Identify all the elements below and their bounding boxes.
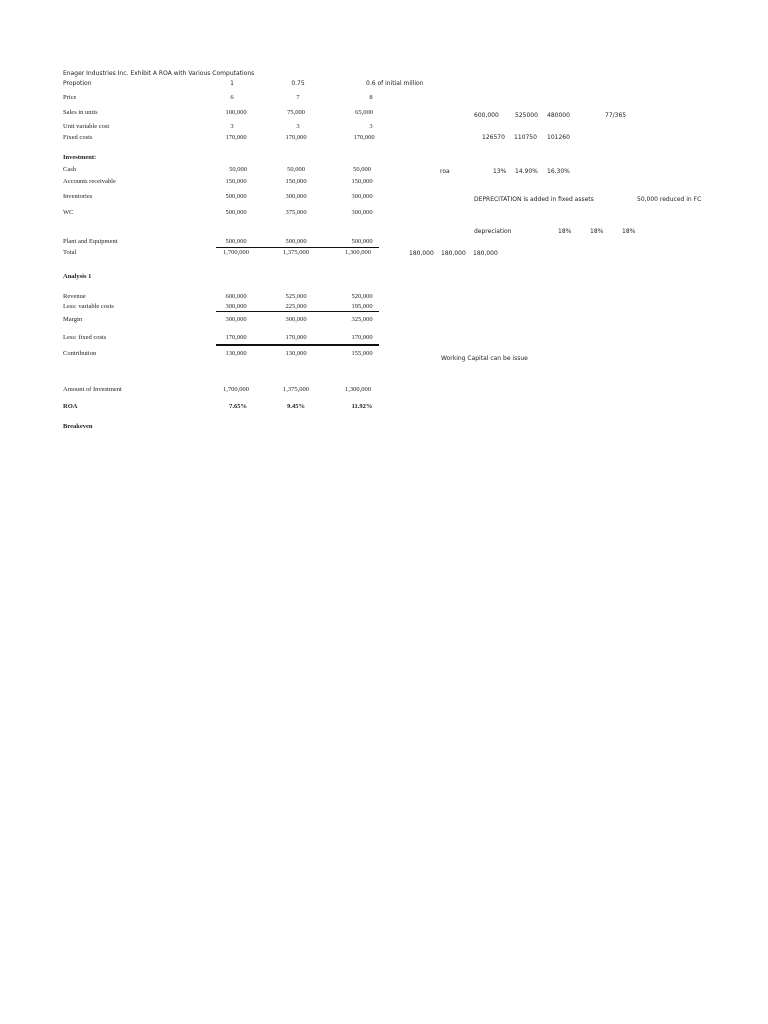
inventories-col2: 300,000 [285, 193, 307, 200]
roa-col2: 9.45% [287, 403, 305, 410]
cash-col2: 50,000 [287, 166, 305, 173]
proportion-label: Propotion [63, 80, 92, 87]
margin-col1: 300,000 [225, 316, 247, 323]
investment-amt-label: Amount of Investment [63, 386, 122, 393]
fixed-col2: 170,000 [285, 134, 307, 141]
revenue-col2: 525,000 [285, 293, 307, 300]
sales-col2: 75,000 [287, 109, 305, 116]
roa-label: ROA [63, 403, 78, 410]
contribution-col2: 130,000 [285, 350, 307, 357]
less-var-col2: 225,000 [285, 303, 307, 310]
price-col3: 8 [369, 94, 373, 101]
side-dep-amt-3: 180,000 [473, 250, 498, 257]
investment-heading: Investment: [63, 154, 97, 161]
inventories-label: Inventories [63, 193, 93, 200]
roa-col1: 7.65% [229, 403, 247, 410]
total-col1: 1,700,000 [223, 249, 249, 256]
ar-col1: 150,000 [225, 178, 247, 185]
side-dep-amt-1: 180,000 [409, 250, 434, 257]
side-calc-2: 110750 [514, 134, 537, 141]
plant-col3: 500,000 [351, 238, 373, 245]
side-rev-2: 525000 [515, 112, 538, 119]
unit-var-label: Unit variable cost [63, 123, 110, 130]
fixed-col3: 170,000 [353, 134, 375, 141]
side-dep-amt-2: 180,000 [441, 250, 466, 257]
side-rev-3: 480000 [547, 112, 570, 119]
proportion-col3: 0.6 of initial million [366, 80, 424, 87]
side-roa-3: 16.30% [547, 168, 570, 175]
contribution-rule [216, 344, 379, 346]
side-roa-label: roa [440, 168, 450, 175]
breakeven-label: Breakeven [63, 423, 93, 430]
side-days: 77/365 [605, 112, 627, 119]
wc-col1: 500,000 [225, 209, 247, 216]
side-roa-2: 14.90% [515, 168, 538, 175]
less-fixed-col2: 170,000 [285, 334, 307, 341]
roa-col3: 11.92% [351, 403, 373, 410]
inventories-col3: 300,000 [351, 193, 373, 200]
fixed-col1: 170,000 [225, 134, 247, 141]
less-var-label: Less: variable costs [63, 303, 114, 310]
revenue-col1: 600,000 [225, 293, 247, 300]
side-rev-1: 600,000 [474, 112, 499, 119]
total-col2: 1,375,000 [283, 249, 309, 256]
sheet-title: Enager Industries Inc. Exhibit A ROA with Various Computations [63, 70, 255, 77]
plant-col2: 500,000 [285, 238, 307, 245]
less-fixed-col3: 170,000 [351, 334, 373, 341]
cash-col1: 50,000 [229, 166, 247, 173]
investment-amt-col3: 1,300,000 [345, 386, 371, 393]
proportion-col1: 1 [230, 80, 234, 87]
fixed-label: Fixed costs [63, 134, 93, 141]
side-dep-3: 18% [622, 228, 636, 235]
total-col3: 1,300,000 [345, 249, 371, 256]
ar-label: Accounts receivable [63, 178, 116, 185]
unit-var-col3: 3 [369, 123, 373, 130]
proportion-col2: 0.75 [291, 80, 305, 87]
cash-label: Cash [63, 166, 76, 173]
unit-var-col2: 3 [296, 123, 300, 130]
wc-label: WC [63, 209, 74, 216]
contribution-label: Contribution [63, 350, 97, 357]
ar-col3: 150,000 [351, 178, 373, 185]
side-dep-2: 18% [590, 228, 604, 235]
price-col1: 6 [230, 94, 234, 101]
total-rule [216, 247, 379, 248]
unit-var-col1: 3 [230, 123, 234, 130]
wc-note: Working Capital can be issue [441, 355, 528, 362]
margin-label: Margin [63, 316, 83, 323]
sales-label: Sales in units [63, 109, 98, 116]
sales-col3: 65,000 [355, 109, 373, 116]
less-var-col1: 300,000 [225, 303, 247, 310]
inventories-col1: 500,000 [225, 193, 247, 200]
margin-rule [216, 311, 379, 312]
plant-label: Plant and Equipment [63, 238, 118, 245]
revenue-col3: 520,000 [351, 293, 373, 300]
less-var-col3: 195,000 [351, 303, 373, 310]
total-label: Total [63, 249, 77, 256]
side-dep-1: 18% [558, 228, 572, 235]
side-roa-1: 13% [493, 168, 507, 175]
price-label: Price [63, 94, 77, 101]
depreciation-note: DEPRECITATION is added in fixed assets [474, 196, 594, 203]
contribution-col3: 155,000 [351, 350, 373, 357]
fc-note: 50,000 reduced in FC [637, 196, 702, 203]
wc-col2: 375,000 [285, 209, 307, 216]
cash-col3: 50,000 [353, 166, 371, 173]
less-fixed-label: Less: fixed costs [63, 334, 107, 341]
side-dep-label: depreciation [474, 228, 512, 235]
margin-col3: 325,000 [351, 316, 373, 323]
side-calc-1: 126570 [482, 134, 505, 141]
side-calc-3: 101260 [547, 134, 570, 141]
revenue-label: Revenue [63, 293, 86, 300]
analysis-heading: Analysis 1 [63, 273, 92, 280]
plant-col1: 500,000 [225, 238, 247, 245]
less-fixed-col1: 170,000 [225, 334, 247, 341]
price-col2: 7 [296, 94, 300, 101]
investment-amt-col2: 1,375,000 [283, 386, 309, 393]
ar-col2: 150,000 [285, 178, 307, 185]
margin-col2: 300,000 [285, 316, 307, 323]
wc-col3: 300,000 [351, 209, 373, 216]
investment-amt-col1: 1,700,000 [223, 386, 249, 393]
contribution-col1: 130,000 [225, 350, 247, 357]
sales-col1: 100,000 [225, 109, 247, 116]
